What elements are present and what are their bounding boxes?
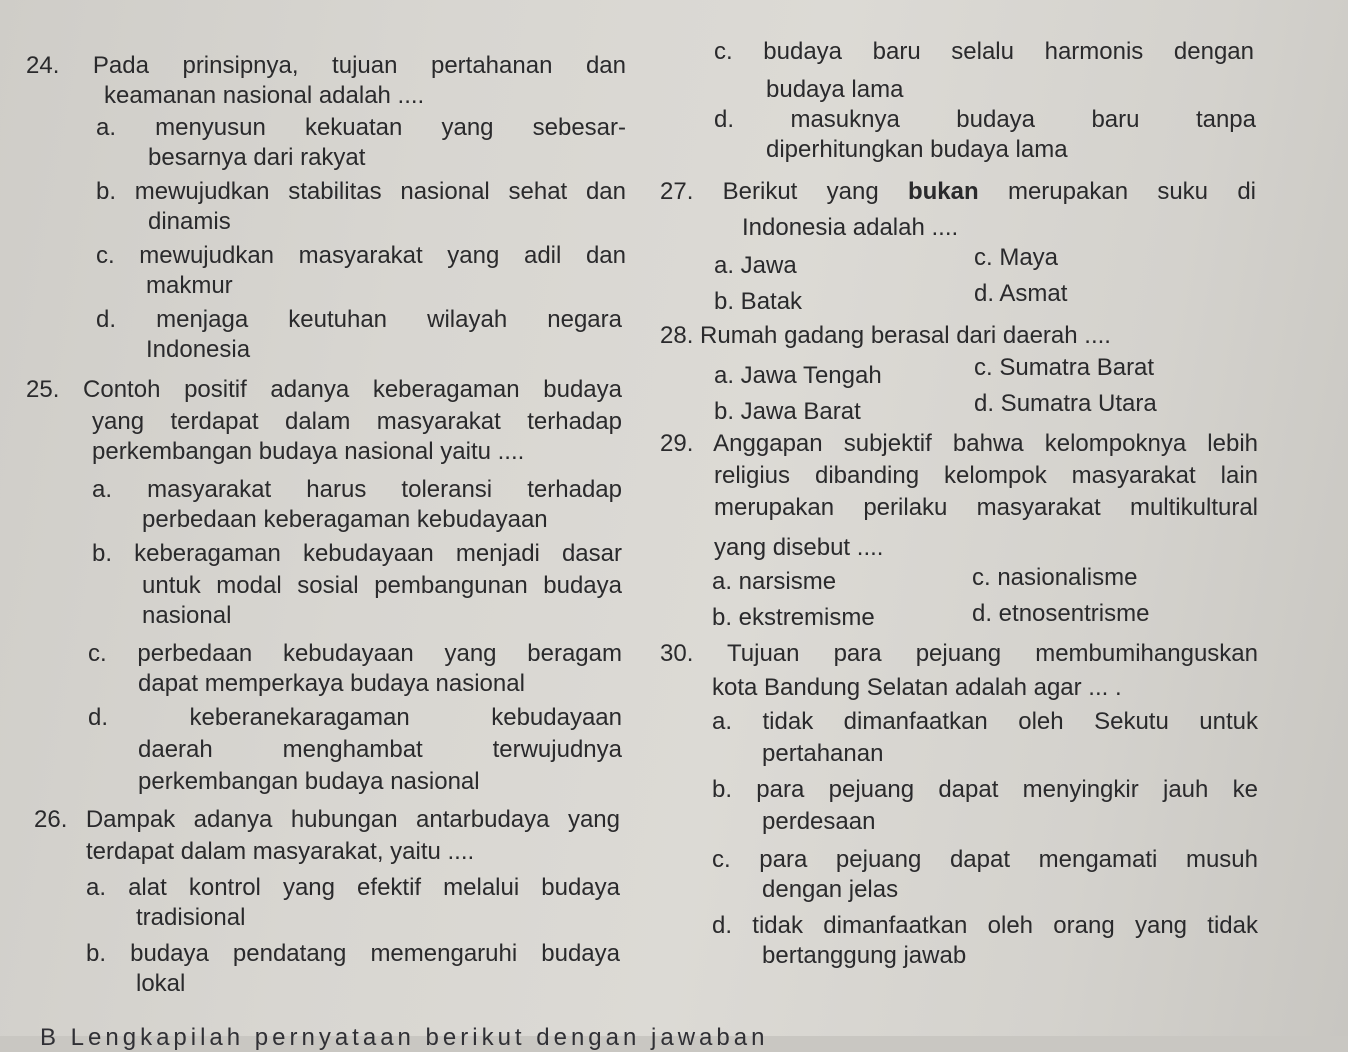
left-text-line: a. alat kontrol yang efektif melalui budaya [86,874,620,901]
left-text-line: tradisional [136,904,246,931]
right-text-line: c. Maya [974,244,1059,271]
left-text-line: c. mewujudkan masyarakat yang adil dan [96,242,626,269]
left-text-line: perkembangan budaya nasional yaitu .... [92,438,525,465]
right-text-line: budaya lama [766,76,904,103]
left-text-line: b. keberagaman kebudayaan menjadi dasar [92,540,622,567]
right-text-line: c. Sumatra Barat [974,354,1155,381]
right-text-line: 28. Rumah gadang berasal dari daerah .... [660,322,1111,349]
left-text-line: Indonesia [146,336,251,363]
right-text-line: b. Jawa Barat [714,398,861,425]
right-text-line: diperhitungkan budaya lama [766,136,1068,163]
right-text-line: c. budaya baru selalu harmonis dengan [714,38,1254,65]
right-text-line: religius dibanding kelompok masyarakat lain [714,462,1258,489]
left-text-line: b. budaya pendatang memengaruhi budaya [86,940,620,967]
right-text-line: a. Jawa [714,252,797,279]
left-text-line: d. menjaga keutuhan wilayah negara [96,306,622,333]
left-text-line: besarnya dari rakyat [148,144,366,171]
right-text-line: 29. Anggapan subjektif bahwa kelompoknya lebih [660,430,1258,457]
left-text-line: daerah menghambat terwujudnya [138,736,622,763]
right-text-line: 27. Berikut yang bukan merupakan suku di [660,178,1256,205]
left-text-line: d. keberanekaragaman kebudayaan [88,704,622,731]
right-text-line: b. para pejuang dapat menyingkir jauh ke [712,776,1258,803]
left-text-line: nasional [142,602,232,629]
right-text-line: c. nasionalisme [972,564,1138,591]
right-text-line: merupakan perilaku masyarakat multikultural [714,494,1258,521]
left-text-line: a. masyarakat harus toleransi terhadap [92,476,622,503]
cut-off-instruction-text: B Lengkapilah pernyataan berikut dengan jawaban [40,1024,769,1051]
right-text-line: d. Asmat [974,280,1068,307]
left-text-line: dapat memperkaya budaya nasional [138,670,525,697]
left-text-line: untuk modal sosial pembangunan budaya [142,572,622,599]
right-text-line: a. narsisme [712,568,837,595]
left-text-line: makmur [146,272,233,299]
left-text-line: keamanan nasional adalah .... [104,82,425,109]
right-text-line: dengan jelas [762,876,899,903]
emphasis-word: bukan [907,178,979,205]
right-text-line: d. tidak dimanfaatkan oleh orang yang tidak [712,912,1258,939]
right-text-line: d. masuknya budaya baru tanpa [714,106,1256,133]
left-text-line: perkembangan budaya nasional [138,768,480,795]
left-text-line: c. perbedaan kebudayaan yang beragam [88,640,622,667]
left-text-line: terdapat dalam masyarakat, yaitu .... [86,838,475,865]
right-text-line: d. etnosentrisme [972,600,1150,627]
right-text-line: perdesaan [762,808,876,835]
left-text-line: lokal [136,970,186,997]
right-text-line: d. Sumatra Utara [974,390,1157,417]
left-text-line: dinamis [148,208,231,235]
right-text-line: a. Jawa Tengah [714,362,882,389]
left-text-line: a. menyusun kekuatan yang sebesar- [96,114,626,141]
right-text-line: 30. Tujuan para pejuang membumihanguskan [660,640,1258,667]
right-text-line: b. Batak [714,288,803,315]
left-text-line: yang terdapat dalam masyarakat terhadap [92,408,622,435]
right-text-line: Indonesia adalah .... [742,214,959,241]
right-text-line: c. para pejuang dapat mengamati musuh [712,846,1258,873]
left-text-line: b. mewujudkan stabilitas nasional sehat dan [96,178,626,205]
left-text-line: 26. Dampak adanya hubungan antarbudaya yang [34,806,620,833]
right-text-line: yang disebut .... [714,534,884,561]
left-text-line: perbedaan keberagaman kebudayaan [142,506,548,533]
right-text-line: b. ekstremisme [712,604,875,631]
right-text-line: bertanggung jawab [762,942,967,969]
left-text-line: 25. Contoh positif adanya keberagaman budaya [26,376,622,403]
right-text-line: kota Bandung Selatan adalah agar ... . [712,674,1122,701]
left-text-line: 24. Pada prinsipnya, tujuan pertahanan dan [26,52,626,79]
right-text-line: a. tidak dimanfaatkan oleh Sekutu untuk [712,708,1258,735]
right-text-line: pertahanan [762,740,884,767]
cut-off-instruction [0,1022,1348,1051]
